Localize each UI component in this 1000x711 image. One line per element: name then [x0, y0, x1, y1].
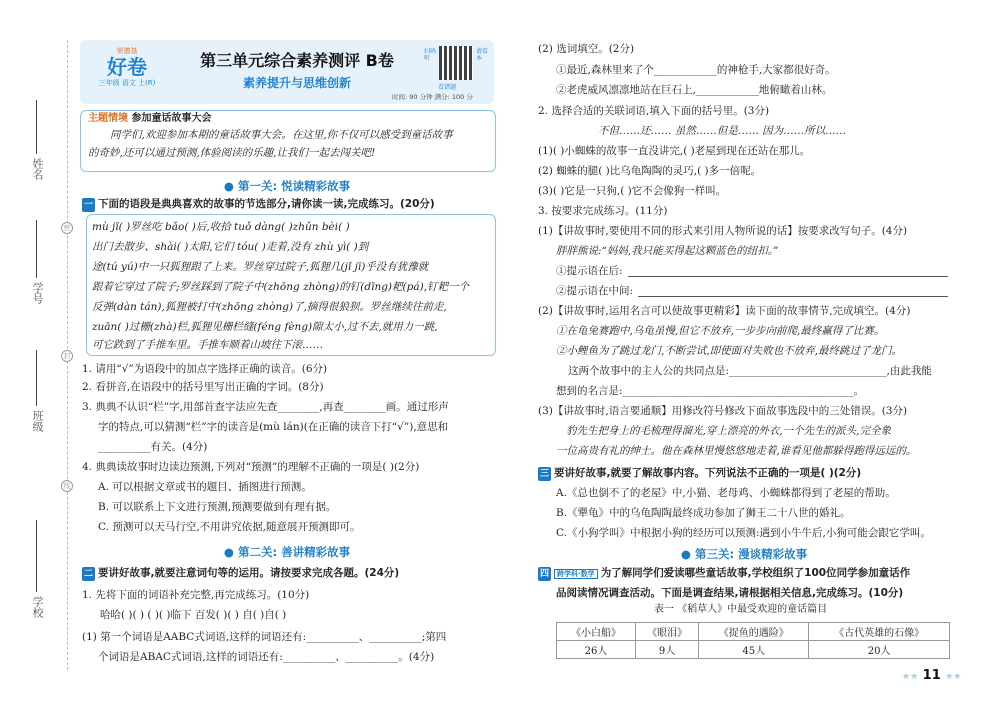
question-3-cont: 字的特点,可以猜测“栏”字的读音是(mù lán)(在正确的读音下打“√”),意思和 [98, 421, 449, 433]
option-a: A. 可以根据文章或书的题目、插图进行预测。 [98, 481, 312, 493]
r3-fill: 这两个故事中的主人公的共同点是:______________________________,由此我能 [568, 365, 932, 377]
part-1-number: 一 [84, 200, 94, 210]
table-cell: 9人 [635, 641, 698, 659]
r3-sub-1: (1)【讲故事时,要使用不同的形式来引用人物所说的话】按要求改写句子。(4分) [538, 225, 908, 237]
r3-story: ②小鲤鱼为了跳过龙门,不断尝试,即使面对失败也不放弃,最终跳过了龙门。 [556, 345, 903, 357]
passage-line: 跟着它穿过了院子;罗丝踩到了院子中(zhōng zhòng)的钉(dīng)耙(pá),钉耙一个 [92, 281, 470, 293]
r3-passage: 豹先生把身上的毛梳理得溜光,穿上漂亮的外衣,一个先生的派头,完全象 [566, 425, 892, 437]
r-question-2: 2. 选择合适的关联词语,填入下面的括号里。(3分) [538, 105, 770, 117]
conj-item: (2) 蜘蛛的腿( )比乌龟陶陶的灵巧,( )多一倍呢。 [538, 165, 762, 177]
level-1-title: ● 第一关: 悦读精彩故事 [223, 179, 351, 193]
passage-line: 反弹(dàn tán),狐狸被打中(zhōng zhòng)了,摘得很狼狈。罗丝继续往前走, [92, 301, 447, 313]
option-c: C. 预测可以天马行空,不用讲究依据,随意展开预测即可。 [98, 521, 361, 533]
question-3: 3. 典典不认识“栏”字,用部首查字法应先查________,再查________画。通过形声 [82, 401, 449, 413]
part-1-instruction: 下面的语段是典典喜欢的故事的节选部分,请你读一读,完成练习。(20分) [98, 198, 435, 210]
answer-line[interactable] [628, 276, 948, 277]
table-row [557, 641, 950, 659]
table-header-cell: 《眼泪》 [635, 623, 698, 641]
school-label: 学校 [31, 596, 44, 618]
part-4-instruction-cont: 品阅读情况调查活动。下面是调查结果,请根据相关信息,完成练习。(10分) [556, 587, 904, 599]
table-header-row [557, 623, 950, 641]
question-2: 2. 看拼音,在语段中的括号里写出正确的字词。(8分) [82, 381, 324, 393]
question-3-cont: __________有关。(4分) [98, 441, 208, 453]
qr-code[interactable] [439, 46, 473, 80]
id-underline [36, 220, 37, 278]
passage-line: 出门去散步、shài( )太阳,它们 tóu( )走着,没有 zhù yì( )到 [92, 241, 369, 253]
table-cell: 26人 [557, 641, 636, 659]
page-subtitle: 素养提升与思维创新 [242, 76, 351, 90]
table-title: 表一 《稻草人》中最受欢迎的童话篇目 [654, 604, 828, 615]
idiom-blanks: 哈哈( )( ) ( )( )临下 百发( )( ) 自( )自( ) [100, 609, 287, 621]
intro-line: 的奇妙,还可以通过预测,体验阅读的乐趣,让我们一起去闯关吧! [88, 147, 376, 159]
theme-text: 参加童话故事大会 [131, 113, 212, 124]
id-label: 学号 [31, 282, 44, 304]
level-2-title: ● 第二关: 善讲精彩故事 [223, 545, 351, 559]
qr-caption-side: 请看本 [476, 48, 489, 62]
r3-hint-middle: ②提示语在中间: [556, 285, 634, 297]
r3-sentence: 胖胖熊说:“妈妈,我只能买得起这颗蓝色的纽扣。” [556, 245, 779, 257]
conjunction-options: 不但……还…… 虽然……但是…… 因为……所以…… [598, 125, 847, 137]
time-score: 时间: 90 分钟 满分: 100 分 [392, 93, 473, 101]
r3-story: ①在龟兔赛跑中,乌龟虽慢,但它不放弃,一步步向前爬,最终赢得了比赛。 [556, 325, 885, 337]
passage-line: 可它跌到了手推车里。手推车顺着山坡往下滚…… [92, 339, 323, 351]
class-underline [36, 350, 37, 406]
p3-option-a: A.《总也倒不了的老屋》中,小猫、老母鸡、小蜘蛛都得到了老屋的帮助。 [556, 487, 896, 499]
p3-option-c: C.《小狗学叫》中根据小狗的经历可以预测:遇到小牛牛后,小狗可能会跟它学叫。 [556, 527, 931, 539]
table-header-cell: 《捉鱼的遇险》 [699, 623, 809, 641]
name-label: 姓名 [31, 158, 44, 180]
r3-sub-2: (2)【讲故事时,运用名言可以使故事更精彩】读下面的故事情节,完成填空。(4分) [538, 305, 911, 317]
r-sub-2: (2) 选词填空。(2分) [538, 43, 635, 55]
class-label: 班级 [31, 410, 44, 432]
page-number: 11 [922, 668, 941, 683]
conj-item: (1)( )小蜘蛛的故事一直没讲完,( )老屋到现在还站在那儿。 [538, 145, 811, 157]
intro-line: 同学们,欢迎参加本期的童话故事大会。在这里,你不仅可以感受到童话故事 [110, 129, 453, 141]
part-4-instruction: 为了解同学们爱读哪些童话故事,学校组织了100位同学参加童话作 [600, 567, 911, 579]
passage-line: zuān( )过栅(zhà)栏,狐狸见栅栏缝(féng fèng)隙太小,过不去,就用力一跳, [92, 321, 438, 333]
r3-sub-3: (3)【讲故事时,语言要通顺】用修改符号修改下面故事选段中的三处错误。(3分) [538, 405, 908, 417]
level-3-title: ● 第三关: 漫谈精彩故事 [680, 547, 808, 561]
part-3-instruction: 要讲好故事,就要了解故事内容。下列说法不正确的一项是( )(2分) [554, 467, 862, 479]
r-question-3: 3. 按要求完成练习。(11分) [538, 205, 668, 217]
qr-caption-left: 扫码听 [424, 48, 437, 62]
page-title: 第三单元综合素养测评 B卷 [200, 51, 394, 70]
part-4-number: 四 [540, 569, 550, 579]
part-2-number: 二 [84, 569, 94, 579]
r-sub-2-item: ①最近,森林里来了个____________的神枪手,大家都很好奇。 [556, 64, 836, 76]
r3-passage: 一位高贵有礼的绅士。他在森林里慢悠悠地走着,谁看见他都躲得跑得远远的。 [556, 445, 917, 457]
cross-subject-tag: 跨学科·数学 [554, 569, 598, 579]
answer-line[interactable] [638, 296, 948, 297]
school-underline [36, 520, 37, 592]
brand-mark: 好卷 [107, 55, 147, 79]
option-b: B. 可以联系上下文进行预测,预测要做到有理有据。 [98, 501, 337, 513]
star-deco: ★★ [902, 672, 919, 682]
conj-item: (3)( )它是一只狗,( )它不会像狗一样叫。 [538, 185, 727, 197]
table-header-cell: 《小白船》 [557, 623, 636, 641]
passage-line: mù jī( )罗丝吃 bǎo( )后,收拾 tuǒ dàng( )zhǔn bèi( ) [92, 221, 350, 233]
grade-label: 三年级 语文 上(R) [98, 79, 156, 87]
page-number-wrap [902, 668, 961, 683]
passage-line: 途(tú yú)中一只狐狸跟了上来。罗丝穿过院子,狐狸几(jǐ jī)乎没有犹豫就 [92, 261, 429, 273]
question-4: 4. 典典读故事时边读边预测,下列对“预测”的理解不正确的一项是( )(2分) [82, 461, 420, 473]
p2-sub-1: (1) 第一个词语是AABC式词语,这样的词语还有:__________、__________;第四 [82, 631, 447, 643]
table-cell: 20人 [809, 641, 950, 659]
theme-label: 主题情境 [88, 113, 128, 124]
survey-table [556, 622, 950, 659]
part-3-number: 三 [540, 469, 550, 479]
p3-option-b: B.《犟龟》中的乌龟陶陶最终成功参加了狮王二十八世的婚礼。 [556, 507, 851, 519]
table-cell: 45人 [699, 641, 809, 659]
r3-hint-after: ①提示语在后: [556, 265, 623, 277]
table-header-cell: 《古代英雄的石像》 [809, 623, 950, 641]
part-2-instruction: 要讲好故事,就要注意词句等的运用。请按要求完成各题。(24分) [98, 567, 400, 579]
r3-fill: 想到的名言是:____________________________________________。 [556, 385, 865, 397]
seal-char: 线 [61, 480, 73, 492]
seal-char: 密 [61, 222, 73, 234]
question-1: 1. 请用“√”为语段中的加点字选择正确的读音。(6分) [82, 363, 328, 375]
seal-char: 封 [61, 350, 73, 362]
binding-strip [0, 0, 72, 711]
p2-question-1: 1. 先将下面的词语补充完整,再完成练习。(10分) [82, 589, 310, 601]
name-underline [36, 100, 37, 154]
p2-sub-1-cont: 个词语是ABAC式词语,这样的词语还有:__________、__________。(4分) [98, 651, 435, 663]
brand-logo [86, 44, 168, 100]
brand-top: 荣德基 [116, 47, 138, 55]
r-sub-2-item: ②老虎威风凛凛地站在巨石上,____________地俯瞰着山林。 [556, 84, 833, 96]
star-deco: ★★ [945, 672, 962, 682]
qr-caption-right: 看错题 [438, 84, 457, 91]
